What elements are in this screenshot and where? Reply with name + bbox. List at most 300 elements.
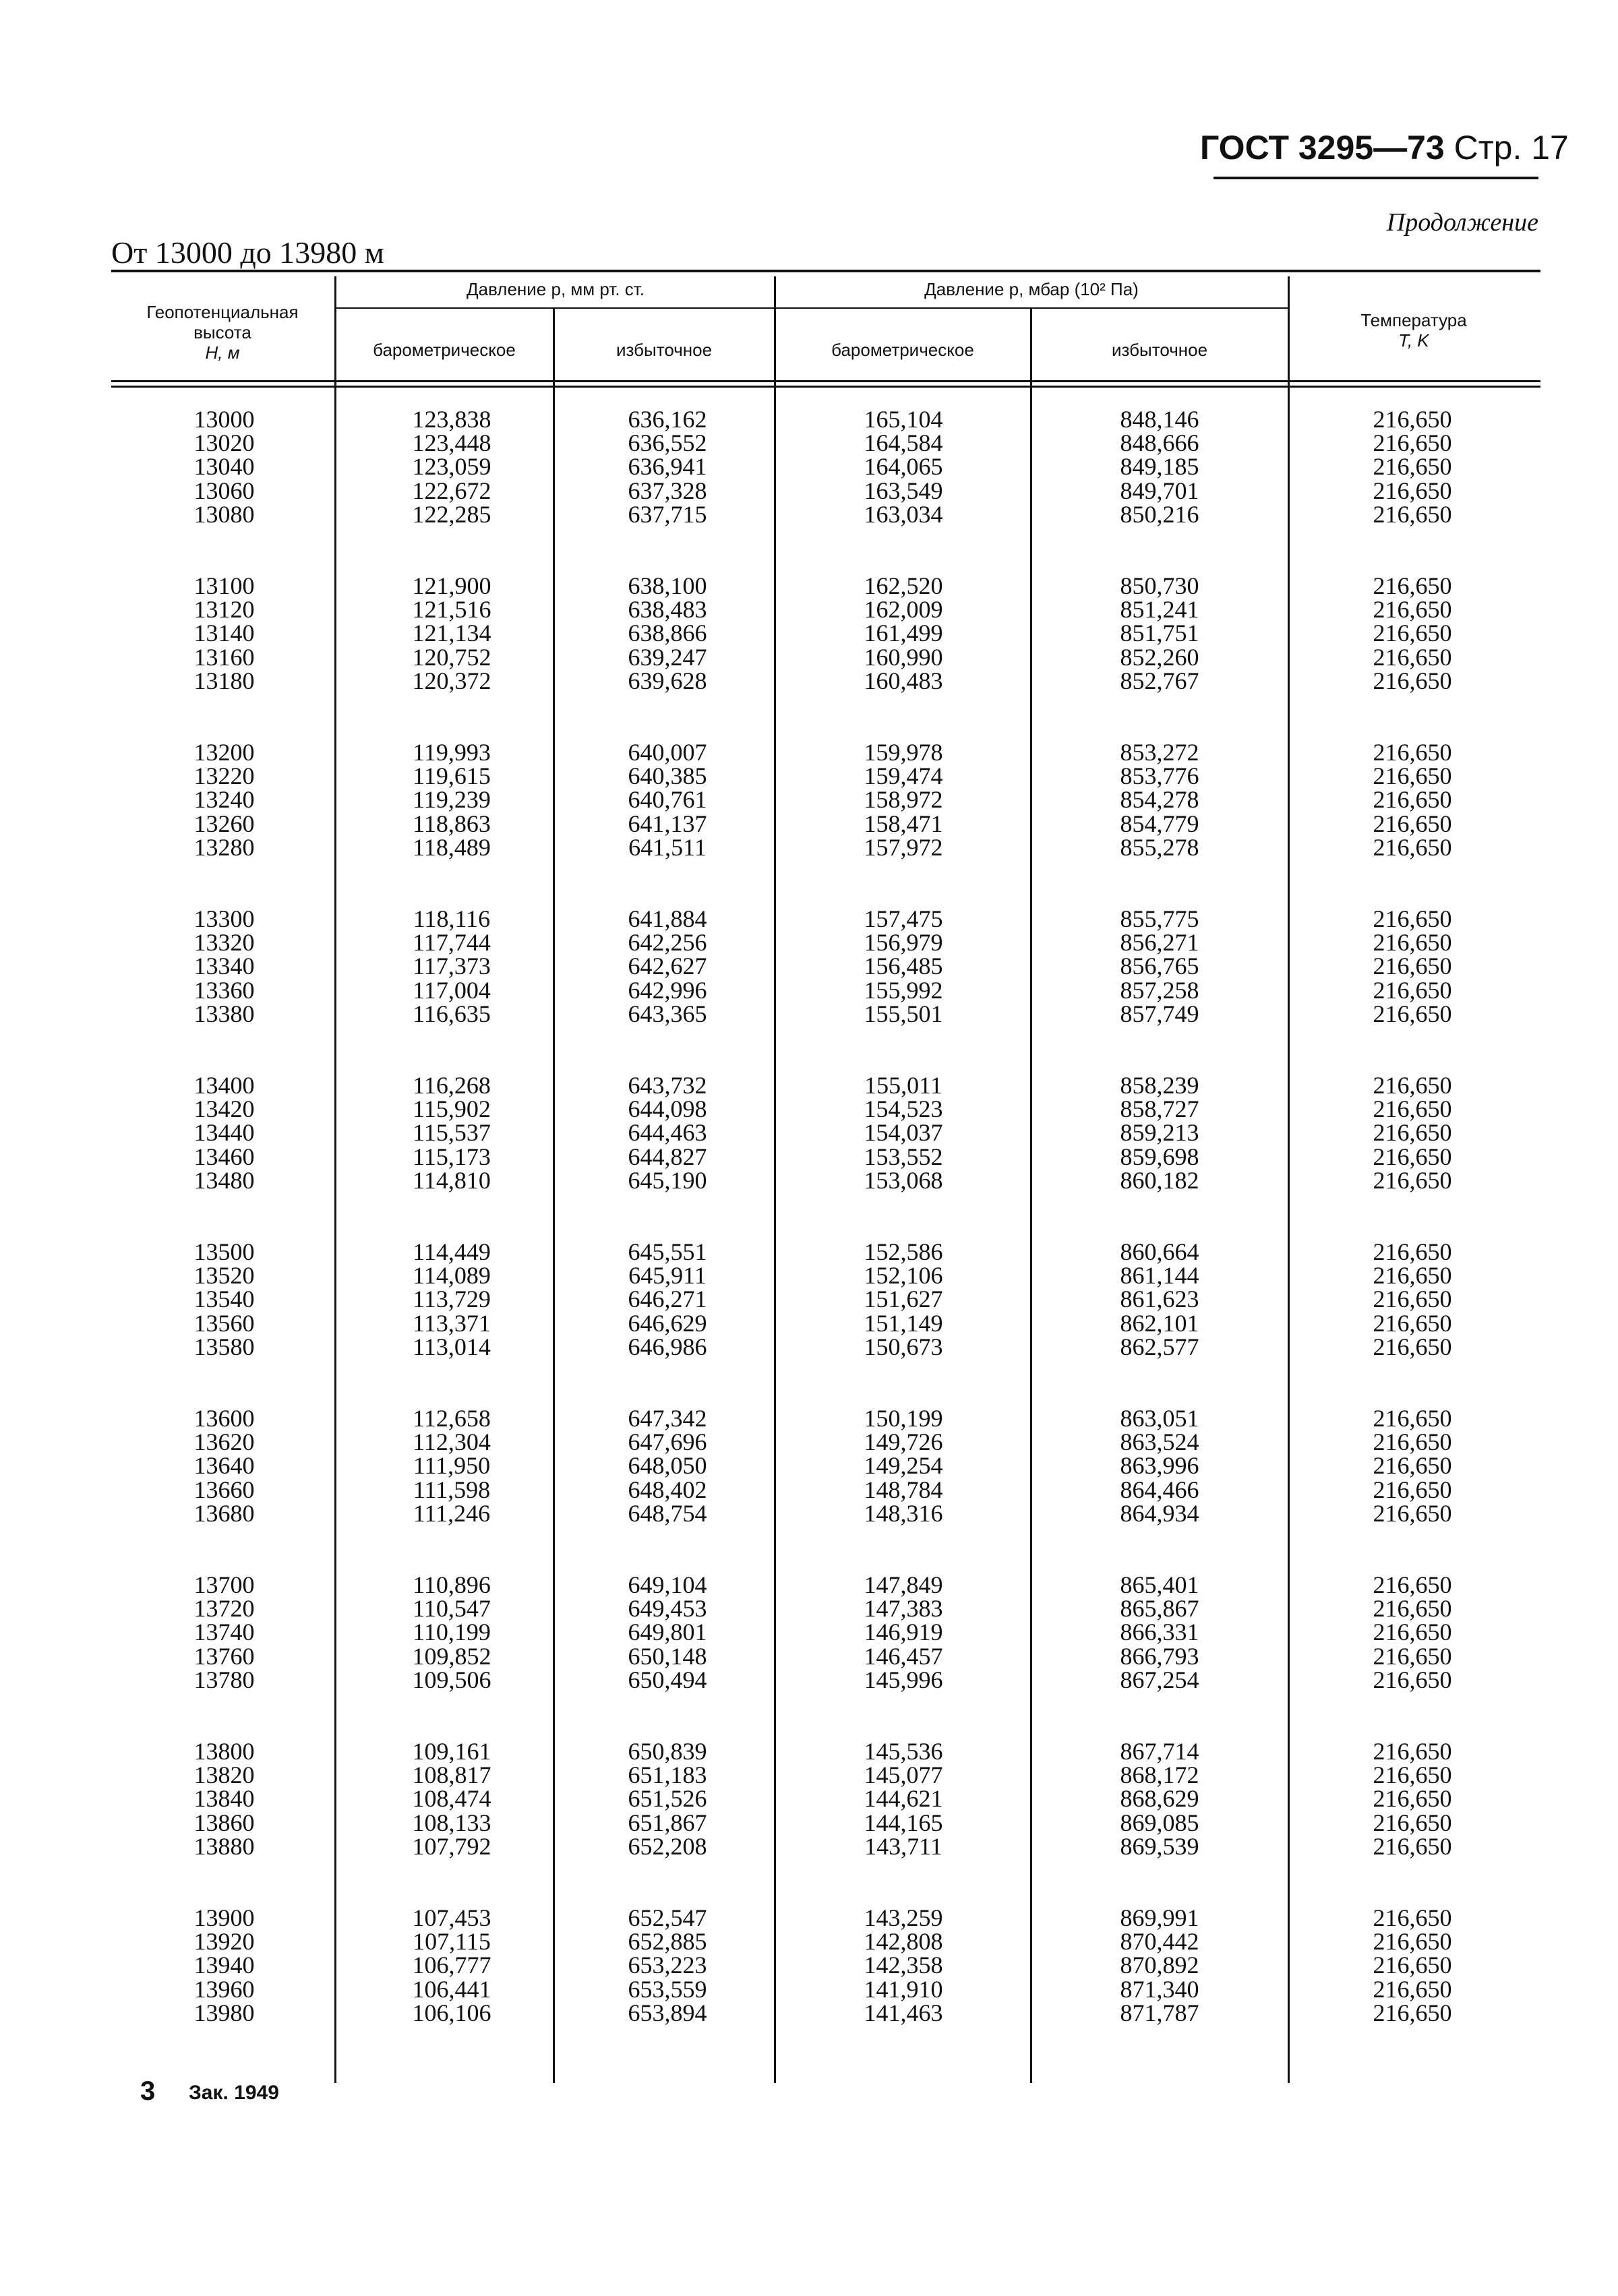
cell-excess-mbar: 852,767 <box>1120 667 1199 694</box>
cell-excess-mmhg: 644,463 <box>628 1119 707 1147</box>
cell-barometric-mmhg: 109,852 <box>412 1642 491 1670</box>
col-header-barometric-mmhg: барометрическое <box>373 340 516 360</box>
sheet-number: 3 <box>140 2076 156 2106</box>
cell-excess-mmhg: 653,223 <box>628 1952 707 1979</box>
cell-excess-mmhg: 642,256 <box>628 929 707 957</box>
cell-barometric-mbar: 161,499 <box>864 620 943 647</box>
cell-barometric-mbar: 163,034 <box>864 500 943 528</box>
col-header-excess-mmhg: избыточное <box>616 340 713 360</box>
page-number: Стр. 17 <box>1454 129 1569 167</box>
col-group-pressure-mmhg: Давление p, мм рт. ст. <box>467 279 645 299</box>
cell-barometric-mbar: 160,483 <box>864 667 943 694</box>
cell-excess-mbar: 870,892 <box>1120 1952 1199 1979</box>
cell-excess-mbar: 867,714 <box>1120 1738 1199 1765</box>
cell-excess-mbar: 862,101 <box>1120 1309 1199 1337</box>
cell-excess-mbar: 863,996 <box>1120 1452 1199 1480</box>
cell-temperature: 216,650 <box>1373 572 1452 599</box>
cell-altitude: 13040 <box>193 453 255 481</box>
cell-barometric-mmhg: 113,014 <box>413 1333 491 1360</box>
cell-altitude: 13460 <box>193 1143 255 1170</box>
cell-excess-mmhg: 649,453 <box>628 1595 707 1623</box>
cell-excess-mbar: 850,216 <box>1120 500 1199 528</box>
cell-temperature: 216,650 <box>1373 976 1452 1004</box>
col-header-temperature: Температура T, K <box>1360 310 1467 351</box>
cell-barometric-mbar: 141,910 <box>864 1975 943 2003</box>
header-rule <box>1214 177 1538 179</box>
cell-excess-mbar: 867,254 <box>1120 1666 1199 1693</box>
cell-excess-mmhg: 636,552 <box>628 429 707 457</box>
cell-altitude: 13120 <box>193 596 255 624</box>
cell-excess-mmhg: 652,547 <box>628 1904 707 1931</box>
cell-temperature: 216,650 <box>1373 1072 1452 1099</box>
cell-excess-mmhg: 640,385 <box>628 762 707 790</box>
cell-barometric-mmhg: 110,199 <box>413 1619 491 1646</box>
cell-altitude: 13140 <box>193 620 255 647</box>
cell-excess-mmhg: 646,986 <box>628 1333 707 1360</box>
cell-altitude: 13640 <box>193 1452 255 1480</box>
standard-number: ГОСТ 3295—73 <box>1200 129 1445 167</box>
cell-barometric-mbar: 142,808 <box>864 1928 943 1956</box>
cell-excess-mbar: 855,775 <box>1120 905 1199 932</box>
cell-barometric-mmhg: 118,116 <box>413 905 491 932</box>
cell-excess-mbar: 856,271 <box>1120 929 1199 957</box>
cell-excess-mmhg: 644,827 <box>628 1143 707 1170</box>
cell-temperature: 216,650 <box>1373 596 1452 624</box>
cell-excess-mbar: 863,051 <box>1120 1405 1199 1432</box>
cell-temperature: 216,650 <box>1373 1952 1452 1979</box>
cell-excess-mbar: 859,698 <box>1120 1143 1199 1170</box>
cell-excess-mmhg: 647,342 <box>628 1405 707 1432</box>
cell-barometric-mmhg: 106,106 <box>412 1999 491 2026</box>
cell-excess-mmhg: 641,884 <box>628 905 707 932</box>
cell-barometric-mmhg: 122,285 <box>412 500 491 528</box>
cell-barometric-mbar: 141,463 <box>864 1999 943 2026</box>
cell-temperature: 216,650 <box>1373 500 1452 528</box>
page-header <box>1200 128 1569 167</box>
cell-barometric-mmhg: 121,516 <box>412 596 491 624</box>
cell-excess-mbar: 853,272 <box>1120 739 1199 766</box>
cell-altitude: 13240 <box>193 786 255 814</box>
cell-altitude: 13540 <box>193 1286 255 1313</box>
cell-temperature: 216,650 <box>1373 1286 1452 1313</box>
cell-excess-mmhg: 648,050 <box>628 1452 707 1480</box>
cell-barometric-mbar: 148,316 <box>864 1499 943 1527</box>
cell-excess-mbar: 858,727 <box>1120 1095 1199 1123</box>
cell-excess-mmhg: 653,894 <box>628 1999 707 2026</box>
cell-barometric-mmhg: 112,658 <box>413 1405 491 1432</box>
cell-excess-mmhg: 636,162 <box>628 406 707 433</box>
cell-excess-mmhg: 642,627 <box>628 953 707 980</box>
cell-excess-mmhg: 649,801 <box>628 1619 707 1646</box>
cell-barometric-mmhg: 116,268 <box>413 1072 491 1099</box>
cell-temperature: 216,650 <box>1373 1832 1452 1860</box>
cell-barometric-mmhg: 107,115 <box>413 1928 491 1956</box>
cell-temperature: 216,650 <box>1373 1143 1452 1170</box>
cell-excess-mbar: 866,793 <box>1120 1642 1199 1670</box>
cell-barometric-mbar: 160,990 <box>864 643 943 671</box>
cell-altitude: 13340 <box>193 953 255 980</box>
cell-barometric-mmhg: 108,817 <box>412 1761 491 1789</box>
cell-temperature: 216,650 <box>1373 1238 1452 1265</box>
cell-excess-mbar: 871,340 <box>1120 1975 1199 2003</box>
cell-excess-mbar: 854,278 <box>1120 786 1199 814</box>
cell-altitude: 13680 <box>193 1499 255 1527</box>
cell-excess-mbar: 857,749 <box>1120 1000 1199 1027</box>
cell-barometric-mmhg: 122,672 <box>412 477 491 504</box>
col-header-excess-mbar: избыточное <box>1111 340 1208 360</box>
cell-temperature: 216,650 <box>1373 1452 1452 1480</box>
cell-barometric-mbar: 154,037 <box>864 1119 943 1147</box>
cell-altitude: 13060 <box>193 477 255 504</box>
cell-excess-mmhg: 638,483 <box>628 596 707 624</box>
cell-altitude: 13800 <box>193 1738 255 1765</box>
cell-barometric-mbar: 165,104 <box>864 406 943 433</box>
cell-excess-mbar: 860,664 <box>1120 1238 1199 1265</box>
cell-temperature: 216,650 <box>1373 1499 1452 1527</box>
cell-altitude: 13400 <box>193 1072 255 1099</box>
cell-barometric-mmhg: 111,246 <box>413 1499 491 1527</box>
cell-temperature: 216,650 <box>1373 453 1452 481</box>
cell-barometric-mmhg: 115,537 <box>413 1119 491 1147</box>
cell-temperature: 216,650 <box>1373 1738 1452 1765</box>
col-header-altitude: Геопотенциальная высота H, м <box>146 302 299 363</box>
cell-excess-mbar: 851,751 <box>1120 620 1199 647</box>
cell-excess-mbar: 861,623 <box>1120 1286 1199 1313</box>
cell-excess-mmhg: 641,137 <box>628 810 707 837</box>
column-divider <box>1288 276 1290 2083</box>
cell-barometric-mbar: 145,536 <box>864 1738 943 1765</box>
cell-barometric-mmhg: 120,752 <box>412 643 491 671</box>
cell-temperature: 216,650 <box>1373 1666 1452 1693</box>
cell-altitude: 13940 <box>193 1952 255 1979</box>
cell-temperature: 216,650 <box>1373 1309 1452 1337</box>
cell-barometric-mbar: 155,992 <box>864 976 943 1004</box>
cell-excess-mmhg: 646,629 <box>628 1309 707 1337</box>
cell-temperature: 216,650 <box>1373 953 1452 980</box>
range-title: От 13000 до 13980 м <box>111 235 384 270</box>
cell-altitude: 13900 <box>193 1904 255 1931</box>
cell-temperature: 216,650 <box>1373 1785 1452 1813</box>
column-divider <box>553 309 555 2083</box>
cell-altitude: 13380 <box>193 1000 255 1027</box>
cell-altitude: 13300 <box>193 905 255 932</box>
cell-barometric-mmhg: 119,615 <box>413 762 491 790</box>
cell-barometric-mmhg: 121,134 <box>412 620 491 647</box>
mbar-group-rule <box>775 307 1289 309</box>
cell-barometric-mbar: 146,919 <box>864 1619 943 1646</box>
cell-altitude: 13960 <box>193 1975 255 2003</box>
cell-barometric-mbar: 143,711 <box>864 1832 942 1860</box>
cell-barometric-mmhg: 110,896 <box>413 1571 491 1598</box>
cell-barometric-mbar: 154,523 <box>864 1095 943 1123</box>
cell-excess-mmhg: 647,696 <box>628 1428 707 1456</box>
cell-temperature: 216,650 <box>1373 739 1452 766</box>
cell-barometric-mbar: 159,474 <box>864 762 943 790</box>
cell-barometric-mmhg: 113,729 <box>413 1286 491 1313</box>
cell-altitude: 13160 <box>193 643 255 671</box>
cell-barometric-mmhg: 117,744 <box>413 929 491 957</box>
cell-barometric-mbar: 158,471 <box>864 810 943 837</box>
cell-barometric-mbar: 147,383 <box>864 1595 943 1623</box>
cell-excess-mmhg: 642,996 <box>628 976 707 1004</box>
cell-altitude: 13920 <box>193 1928 255 1956</box>
cell-excess-mmhg: 645,551 <box>628 1238 707 1265</box>
cell-barometric-mbar: 162,520 <box>864 572 943 599</box>
cell-barometric-mmhg: 114,810 <box>413 1166 491 1194</box>
col-group-pressure-mbar: Давление p, мбар (10² Па) <box>924 279 1139 299</box>
cell-temperature: 216,650 <box>1373 1333 1452 1360</box>
cell-excess-mmhg: 641,511 <box>628 833 707 861</box>
cell-altitude: 13840 <box>193 1785 255 1813</box>
cell-altitude: 13600 <box>193 1405 255 1432</box>
cell-excess-mmhg: 646,271 <box>628 1286 707 1313</box>
cell-excess-mmhg: 649,104 <box>628 1571 707 1598</box>
cell-altitude: 13520 <box>193 1262 255 1290</box>
cell-temperature: 216,650 <box>1373 477 1452 504</box>
cell-temperature: 216,650 <box>1373 1119 1452 1147</box>
cell-excess-mmhg: 640,007 <box>628 739 707 766</box>
cell-altitude: 13740 <box>193 1619 255 1646</box>
cell-barometric-mbar: 152,586 <box>864 1238 943 1265</box>
cell-excess-mbar: 868,629 <box>1120 1785 1199 1813</box>
cell-temperature: 216,650 <box>1373 1975 1452 2003</box>
cell-temperature: 216,650 <box>1373 1000 1452 1027</box>
cell-excess-mbar: 863,524 <box>1120 1428 1199 1456</box>
cell-barometric-mmhg: 111,598 <box>413 1476 491 1503</box>
cell-barometric-mmhg: 108,133 <box>412 1809 491 1836</box>
cell-barometric-mmhg: 118,489 <box>413 833 491 861</box>
cell-excess-mmhg: 653,559 <box>628 1975 707 2003</box>
col-header-barometric-mbar: барометрическое <box>831 340 974 360</box>
cell-altitude: 13700 <box>193 1571 255 1598</box>
cell-barometric-mbar: 145,077 <box>864 1761 943 1789</box>
cell-altitude: 13360 <box>193 976 255 1004</box>
cell-barometric-mmhg: 115,173 <box>413 1143 491 1170</box>
cell-barometric-mbar: 164,065 <box>864 453 943 481</box>
cell-temperature: 216,650 <box>1373 1571 1452 1598</box>
cell-barometric-mbar: 153,552 <box>864 1143 943 1170</box>
cell-temperature: 216,650 <box>1373 620 1452 647</box>
cell-altitude: 13220 <box>193 762 255 790</box>
cell-temperature: 216,650 <box>1373 1904 1452 1931</box>
cell-temperature: 216,650 <box>1373 1619 1452 1646</box>
column-divider <box>1030 309 1032 2083</box>
cell-altitude: 13820 <box>193 1761 255 1789</box>
cell-barometric-mbar: 153,068 <box>864 1166 943 1194</box>
cell-barometric-mmhg: 112,304 <box>413 1428 491 1456</box>
cell-altitude: 13480 <box>193 1166 255 1194</box>
cell-temperature: 216,650 <box>1373 762 1452 790</box>
cell-altitude: 13760 <box>193 1642 255 1670</box>
cell-barometric-mbar: 159,978 <box>864 739 943 766</box>
cell-temperature: 216,650 <box>1373 643 1452 671</box>
cell-temperature: 216,650 <box>1373 1405 1452 1432</box>
cell-barometric-mmhg: 123,838 <box>412 406 491 433</box>
cell-excess-mbar: 869,539 <box>1120 1832 1199 1860</box>
cell-barometric-mmhg: 106,441 <box>412 1975 491 2003</box>
cell-excess-mbar: 849,701 <box>1120 477 1199 504</box>
cell-barometric-mmhg: 123,448 <box>412 429 491 457</box>
cell-excess-mbar: 870,442 <box>1120 1928 1199 1956</box>
cell-barometric-mmhg: 108,474 <box>412 1785 491 1813</box>
cell-barometric-mmhg: 106,777 <box>412 1952 491 1979</box>
cell-excess-mbar: 849,185 <box>1120 453 1199 481</box>
cell-barometric-mbar: 155,501 <box>864 1000 943 1027</box>
cell-barometric-mmhg: 109,506 <box>412 1666 491 1693</box>
cell-temperature: 216,650 <box>1373 1095 1452 1123</box>
cell-barometric-mmhg: 117,373 <box>413 953 491 980</box>
cell-altitude: 13580 <box>193 1333 255 1360</box>
cell-barometric-mbar: 163,549 <box>864 477 943 504</box>
cell-barometric-mbar: 156,979 <box>864 929 943 957</box>
cell-altitude: 13080 <box>193 500 255 528</box>
cell-excess-mmhg: 650,494 <box>628 1666 707 1693</box>
cell-altitude: 13020 <box>193 429 255 457</box>
cell-temperature: 216,650 <box>1373 905 1452 932</box>
cell-barometric-mmhg: 113,371 <box>413 1309 491 1337</box>
cell-temperature: 216,650 <box>1373 833 1452 861</box>
cell-excess-mmhg: 650,839 <box>628 1738 707 1765</box>
cell-excess-mbar: 855,278 <box>1120 833 1199 861</box>
column-divider <box>774 276 776 2083</box>
cell-barometric-mbar: 147,849 <box>864 1571 943 1598</box>
cell-barometric-mbar: 150,673 <box>864 1333 943 1360</box>
cell-altitude: 13100 <box>193 572 255 599</box>
cell-temperature: 216,650 <box>1373 1809 1452 1836</box>
cell-excess-mmhg: 650,148 <box>628 1642 707 1670</box>
cell-excess-mmhg: 637,715 <box>628 500 707 528</box>
cell-excess-mbar: 869,085 <box>1120 1809 1199 1836</box>
cell-barometric-mmhg: 116,635 <box>413 1000 491 1027</box>
cell-excess-mmhg: 638,100 <box>628 572 707 599</box>
cell-excess-mmhg: 651,867 <box>628 1809 707 1836</box>
cell-excess-mmhg: 643,365 <box>628 1000 707 1027</box>
cell-temperature: 216,650 <box>1373 1642 1452 1670</box>
cell-altitude: 13780 <box>193 1666 255 1693</box>
cell-excess-mmhg: 651,183 <box>628 1761 707 1789</box>
cell-temperature: 216,650 <box>1373 667 1452 694</box>
cell-barometric-mbar: 157,972 <box>864 833 943 861</box>
order-number: Зак. 1949 <box>189 2082 279 2104</box>
cell-altitude: 13620 <box>193 1428 255 1456</box>
cell-altitude: 13180 <box>193 667 255 694</box>
cell-altitude: 13440 <box>193 1119 255 1147</box>
cell-temperature: 216,650 <box>1373 1428 1452 1456</box>
cell-excess-mbar: 860,182 <box>1120 1166 1199 1194</box>
cell-barometric-mmhg: 121,900 <box>412 572 491 599</box>
cell-altitude: 13200 <box>193 739 255 766</box>
cell-barometric-mbar: 146,457 <box>864 1642 943 1670</box>
cell-excess-mbar: 848,666 <box>1120 429 1199 457</box>
cell-barometric-mbar: 150,199 <box>864 1405 943 1432</box>
cell-altitude: 13660 <box>193 1476 255 1503</box>
cell-barometric-mbar: 156,485 <box>864 953 943 980</box>
cell-excess-mbar: 861,144 <box>1120 1262 1199 1290</box>
cell-excess-mmhg: 648,754 <box>628 1499 707 1527</box>
cell-excess-mbar: 869,991 <box>1120 1904 1199 1931</box>
cell-temperature: 216,650 <box>1373 1166 1452 1194</box>
cell-temperature: 216,650 <box>1373 429 1452 457</box>
cell-excess-mbar: 848,146 <box>1120 406 1199 433</box>
cell-excess-mmhg: 644,098 <box>628 1095 707 1123</box>
header-bottom-rule-1 <box>111 380 1540 382</box>
cell-excess-mmhg: 639,247 <box>628 643 707 671</box>
cell-temperature: 216,650 <box>1373 929 1452 957</box>
cell-barometric-mmhg: 123,059 <box>412 453 491 481</box>
cell-excess-mbar: 858,239 <box>1120 1072 1199 1099</box>
cell-temperature: 216,650 <box>1373 1999 1452 2026</box>
cell-altitude: 13860 <box>193 1809 255 1836</box>
cell-barometric-mmhg: 110,547 <box>413 1595 491 1623</box>
cell-temperature: 216,650 <box>1373 1761 1452 1789</box>
table-top-rule <box>111 270 1540 272</box>
cell-altitude: 13260 <box>193 810 255 837</box>
cell-barometric-mmhg: 118,863 <box>413 810 491 837</box>
cell-excess-mmhg: 643,732 <box>628 1072 707 1099</box>
cell-altitude: 13880 <box>193 1832 255 1860</box>
cell-excess-mbar: 859,213 <box>1120 1119 1199 1147</box>
cell-altitude: 13980 <box>193 1999 255 2026</box>
cell-barometric-mbar: 143,259 <box>864 1904 943 1931</box>
cell-barometric-mbar: 157,475 <box>864 905 943 932</box>
cell-barometric-mbar: 144,165 <box>864 1809 943 1836</box>
cell-barometric-mmhg: 114,449 <box>413 1238 491 1265</box>
cell-excess-mmhg: 638,866 <box>628 620 707 647</box>
cell-excess-mbar: 850,730 <box>1120 572 1199 599</box>
header-bottom-rule-2 <box>111 386 1540 388</box>
cell-barometric-mbar: 149,254 <box>864 1452 943 1480</box>
cell-excess-mbar: 864,934 <box>1120 1499 1199 1527</box>
cell-barometric-mmhg: 114,089 <box>413 1262 491 1290</box>
cell-excess-mbar: 865,401 <box>1120 1571 1199 1598</box>
cell-barometric-mbar: 149,726 <box>864 1428 943 1456</box>
cell-altitude: 13420 <box>193 1095 255 1123</box>
cell-barometric-mmhg: 111,950 <box>413 1452 491 1480</box>
cell-barometric-mmhg: 119,239 <box>413 786 491 814</box>
cell-altitude: 13500 <box>193 1238 255 1265</box>
cell-barometric-mbar: 151,149 <box>864 1309 943 1337</box>
continuation-label: Продолжение <box>1386 208 1538 237</box>
cell-barometric-mbar: 164,584 <box>864 429 943 457</box>
cell-excess-mbar: 866,331 <box>1120 1619 1199 1646</box>
cell-temperature: 216,650 <box>1373 786 1452 814</box>
cell-excess-mmhg: 652,208 <box>628 1832 707 1860</box>
cell-altitude: 13720 <box>193 1595 255 1623</box>
cell-excess-mmhg: 652,885 <box>628 1928 707 1956</box>
cell-barometric-mbar: 148,784 <box>864 1476 943 1503</box>
cell-excess-mmhg: 648,402 <box>628 1476 707 1503</box>
cell-excess-mbar: 864,466 <box>1120 1476 1199 1503</box>
cell-excess-mmhg: 640,761 <box>628 786 707 814</box>
cell-excess-mmhg: 636,941 <box>628 453 707 481</box>
cell-temperature: 216,650 <box>1373 1595 1452 1623</box>
cell-temperature: 216,650 <box>1373 1262 1452 1290</box>
cell-excess-mbar: 854,779 <box>1120 810 1199 837</box>
cell-excess-mbar: 856,765 <box>1120 953 1199 980</box>
cell-altitude: 13280 <box>193 833 255 861</box>
cell-excess-mmhg: 645,190 <box>628 1166 707 1194</box>
cell-altitude: 13320 <box>193 929 255 957</box>
cell-temperature: 216,650 <box>1373 406 1452 433</box>
cell-temperature: 216,650 <box>1373 1928 1452 1956</box>
cell-excess-mbar: 853,776 <box>1120 762 1199 790</box>
cell-excess-mmhg: 637,328 <box>628 477 707 504</box>
cell-temperature: 216,650 <box>1373 1476 1452 1503</box>
cell-barometric-mmhg: 107,453 <box>412 1904 491 1931</box>
cell-barometric-mbar: 158,972 <box>864 786 943 814</box>
cell-excess-mmhg: 645,911 <box>628 1262 707 1290</box>
column-divider <box>334 276 336 2083</box>
